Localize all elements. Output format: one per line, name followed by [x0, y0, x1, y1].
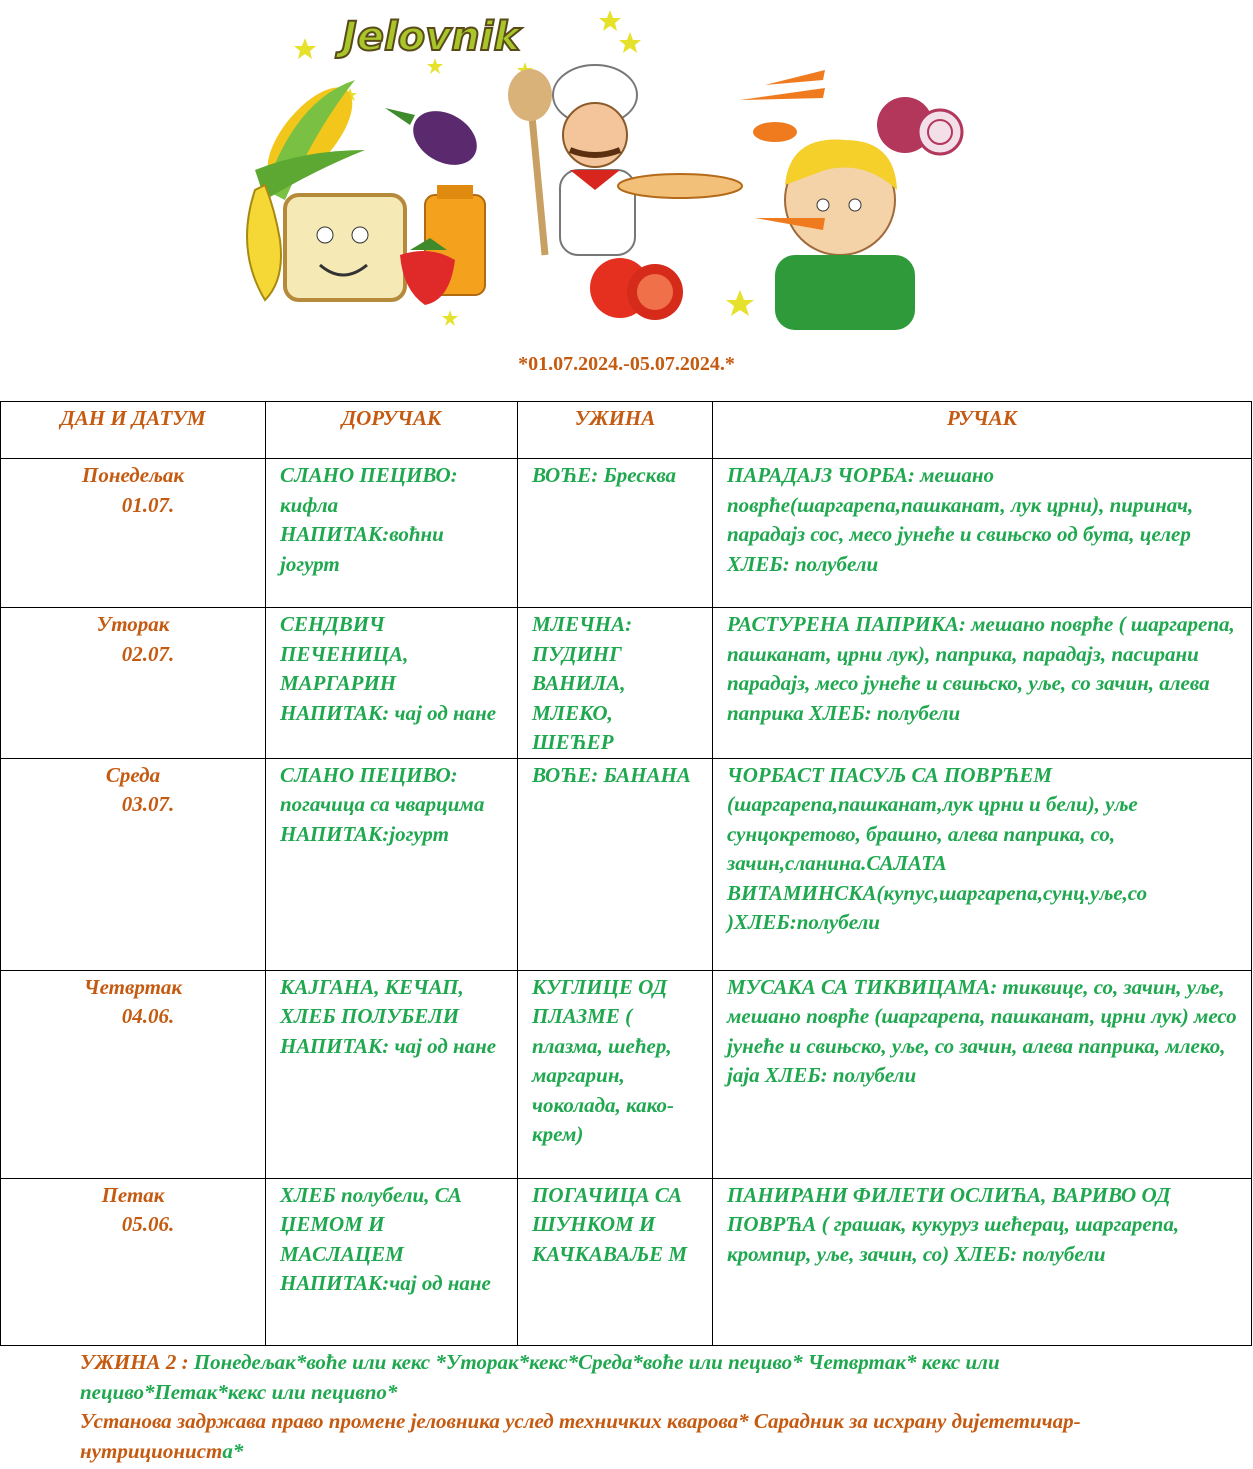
- column-header-day: ДАН И ДАТУМ: [1, 402, 266, 459]
- table-row-tuesday: [1, 608, 1252, 759]
- lunch-cell: ПАНИРАНИ ФИЛЕТИ ОСЛИЋА, ВАРИВО ОД ПОВРЋА ( грашак, кукуруз шећерац, шаргарепа, кромпир, уље, зачин, со) ХЛЕБ: полубели: [713, 1178, 1252, 1345]
- day-date: 01.07.: [121, 492, 175, 517]
- column-header-lunch: РУЧАК: [713, 402, 1252, 459]
- day-name: Среда: [105, 762, 161, 787]
- banner-title: Jelovnik: [342, 14, 521, 60]
- lunch-cell: РАСТУРЕНА ПАПРИКА: мешано поврће ( шаргарепа, пашканат, црни лук), паприка, парадајз, пасирани парадајз, месо јунеће и свињско, уље, со зачин, алева паприка ХЛЕБ: полубели: [713, 608, 1252, 759]
- day-name: Уторак: [96, 612, 170, 636]
- breakfast-cell: КАЈГАНА, КЕЧАП, ХЛЕБ ПОЛУБЕЛИ НАПИТАК: чај од нане: [266, 970, 518, 1178]
- carrot-icon: [740, 70, 825, 142]
- author-text: Сарадник за исхрану дијететичар-нутриционист: [80, 1409, 1081, 1463]
- snack-cell: ПОГАЧИЦА СА ШУНКОМ И КАЧКАВАЉЕ М: [518, 1178, 713, 1345]
- day-name: Понедељак: [81, 463, 185, 487]
- day-date: 05.06.: [121, 1212, 175, 1236]
- date-range: *01.07.2024.-05.07.2024.*: [518, 353, 735, 375]
- chef-icon: [508, 65, 742, 255]
- day-name: Петак: [101, 1182, 165, 1207]
- column-header-snack: УЖИНА: [518, 402, 713, 459]
- snack-cell: МЛЕЧНА: ПУДИНГ ВАНИЛА, МЛЕКО, ШЕЋЕР: [518, 608, 713, 759]
- table-header-row: [1, 402, 1252, 459]
- breakfast-cell: СЛАНО ПЕЦИВО: погачица са чварцима НАПИТАК:јогурт: [266, 758, 518, 970]
- day-date: 03.07.: [121, 792, 175, 816]
- breakfast-cell: СЛАНО ПЕЦИВО: кифла НАПИТАК:воћни јогурт: [266, 459, 518, 608]
- snack-cell: ВОЋЕ: Бресква: [518, 459, 713, 608]
- banner-art: [225, 0, 985, 335]
- menu-banner-illustration: [225, 0, 985, 335]
- lunch-cell: ПАРАДАЈЗ ЧОРБА: мешано поврће(шаргарепа,пашканат, лук црни), пиринач, парадајз сос, месо јунеће и свињско од бута, целер ХЛЕБ: полубели: [713, 459, 1252, 608]
- snack2-prefix: УЖИНА 2 :: [80, 1350, 194, 1374]
- table-row-thursday: [1, 970, 1252, 1178]
- notice-note: [80, 1407, 1160, 1466]
- author-suffix: а*: [222, 1438, 244, 1463]
- breakfast-cell: СЕНДВИЧ ПЕЧЕНИЦА, МАРГАРИН НАПИТАК: чај од нане: [266, 608, 518, 759]
- lunch-cell: МУСАКА СА ТИКВИЦАМА: тиквице, со, зачин, уље, мешано поврће (шаргарепа, пашканат, црни лук) месо јунеће и свињско, уље, со зачин, алева паприка, млеко, јаја ХЛЕБ: полубели: [713, 970, 1252, 1178]
- table-row-wednesday: [1, 758, 1252, 970]
- notice-text: Установа задржава право промене јеловника услед техничких кварова*: [80, 1409, 754, 1433]
- day-date: 04.06.: [121, 1004, 175, 1028]
- snack-cell: ВОЋЕ: БАНАНА: [518, 758, 713, 970]
- kid-icon: [755, 140, 915, 330]
- day-cell: [1, 758, 266, 970]
- day-date: 02.07.: [121, 641, 175, 666]
- onion-icon: [877, 97, 962, 154]
- sandwich-icon: [285, 195, 405, 300]
- table-row-friday: [1, 1178, 1252, 1345]
- table-row-monday: [1, 459, 1252, 608]
- snack-cell: КУГЛИЦЕ ОД ПЛАЗМЕ ( плазма, шећер, маргарин, чоколада, како-крем): [518, 970, 713, 1178]
- tomato-icon: [590, 258, 683, 320]
- column-header-breakfast: ДОРУЧАК: [266, 402, 518, 459]
- footer-notes: [80, 1348, 1160, 1466]
- day-cell: [1, 970, 266, 1178]
- eggplant-icon: [385, 100, 486, 176]
- day-name: Четвртак: [83, 974, 183, 999]
- snack2-note: [80, 1348, 1160, 1407]
- banana-icon: [247, 185, 281, 300]
- menu-table: [0, 401, 1252, 1346]
- snack2-text: Понедељак*воће или кекс *Уторак*кекс*Среда*воће или пециво* Четвртак* кекс или пециво*Петак*кекс или пецивпо*: [80, 1350, 1000, 1404]
- day-cell: [1, 1178, 266, 1345]
- day-cell: [1, 459, 266, 608]
- lunch-cell: ЧОРБАСТ ПАСУЉ СА ПОВРЋЕМ (шаргарепа,пашканат,лук црни и бели), уље сунцокретово, брашно, алева паприка, со, зачин,сланина.САЛАТА ВИТАМИНСКА(купус,шаргарепа,сунц.уље,со )ХЛЕБ:полубели: [713, 758, 1252, 970]
- day-cell: [1, 608, 266, 759]
- breakfast-cell: ХЛЕБ полубели, СА ЏЕМОМ И МАСЛАЦЕМ НАПИТАК:чај од нане: [266, 1178, 518, 1345]
